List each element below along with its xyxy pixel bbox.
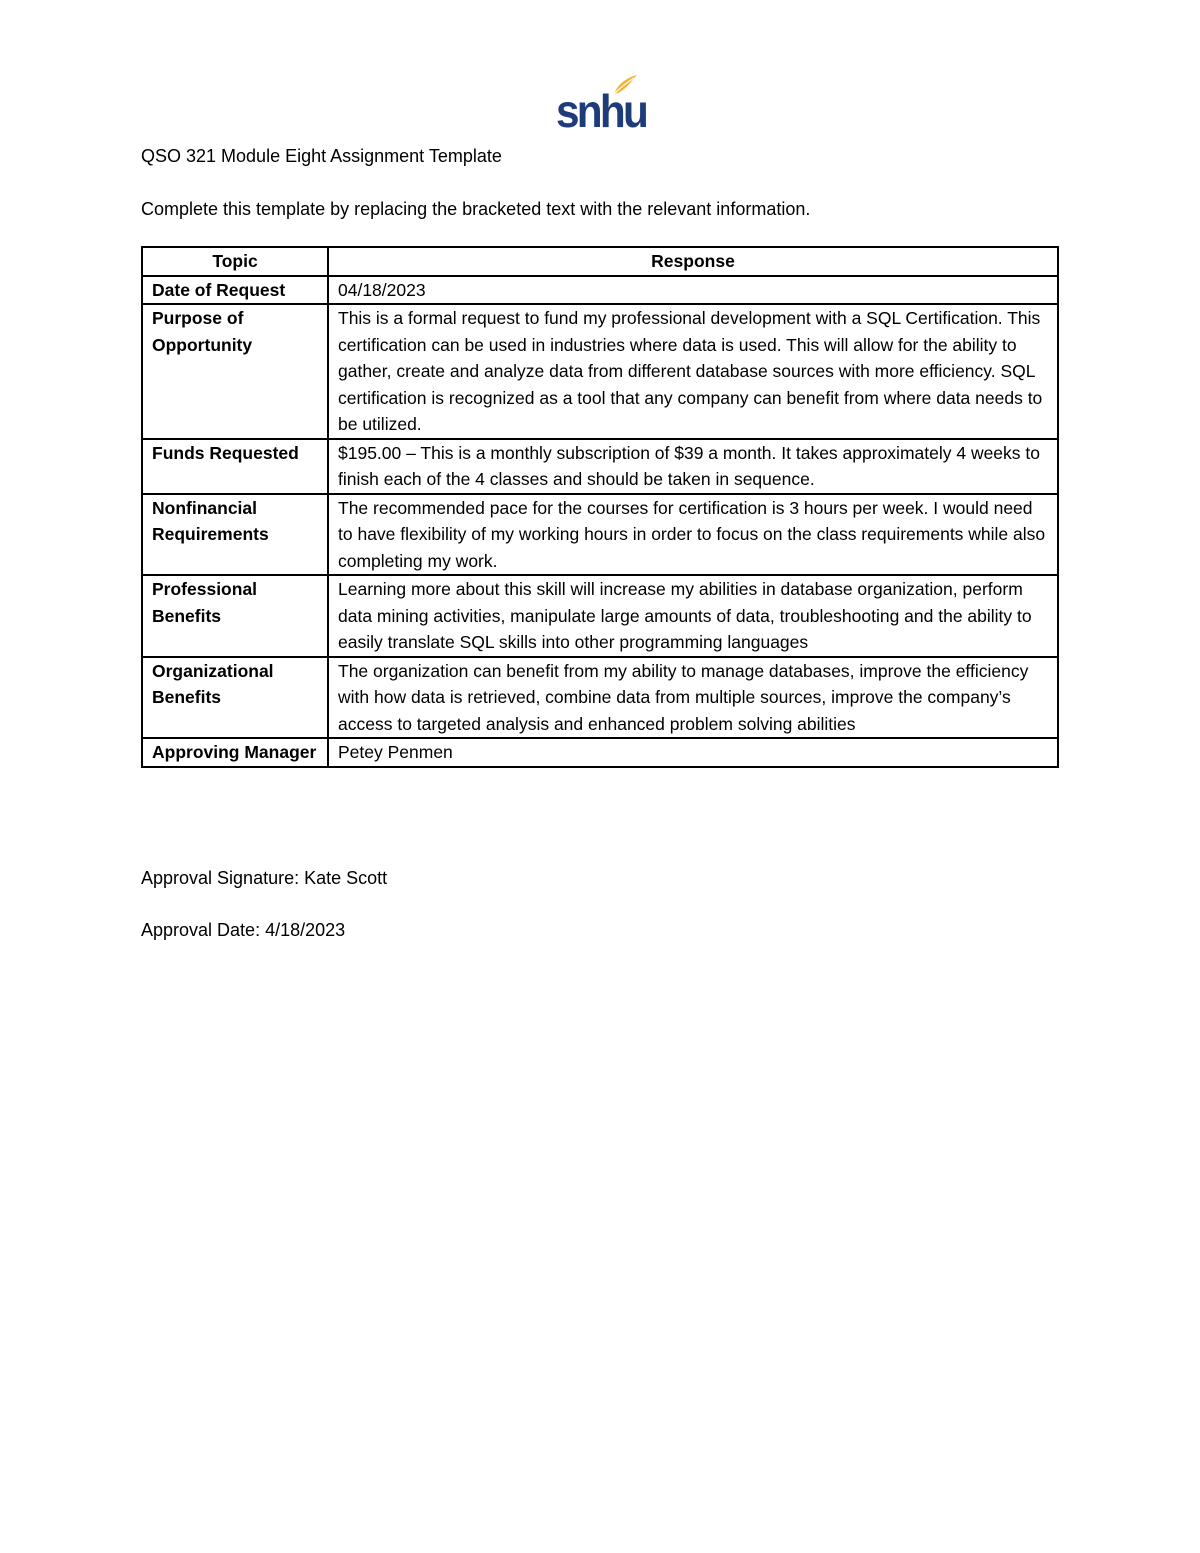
document-title: QSO 321 Module Eight Assignment Template bbox=[141, 146, 502, 166]
assignment-table bbox=[141, 246, 1059, 768]
table-row bbox=[142, 439, 1058, 494]
topic-cell: Funds Requested bbox=[142, 439, 328, 494]
response-cell: Petey Penmen bbox=[328, 738, 1058, 767]
topic-cell: Date of Request bbox=[142, 276, 328, 305]
table-row bbox=[142, 575, 1058, 657]
response-cell: This is a formal request to fund my professional development with a SQL Certification. This certification can be used in industries where data is used. This will allow for the ability to gather, create and analyze data from different database sources with more efficiency. SQL certification is recognized as a tool that any company can benefit from where data needs to be utilized. bbox=[328, 304, 1058, 439]
response-cell: $195.00 – This is a monthly subscription of $39 a month. It takes approximately 4 weeks to finish each of the 4 classes and should be taken in sequence. bbox=[328, 439, 1058, 494]
approval-date: Approval Date: 4/18/2023 bbox=[141, 920, 346, 940]
topic-cell: Approving Manager bbox=[142, 738, 328, 767]
table-row bbox=[142, 276, 1058, 305]
table-row bbox=[142, 304, 1058, 439]
approval-signature: Approval Signature: Kate Scott bbox=[141, 868, 388, 888]
header-response: Response bbox=[328, 247, 1058, 276]
table-header-row bbox=[142, 247, 1058, 276]
topic-cell: Nonfinancial Requirements bbox=[142, 494, 328, 576]
leaf-icon bbox=[612, 74, 638, 96]
table-row bbox=[142, 657, 1058, 739]
response-cell: The organization can benefit from my ability to manage databases, improve the efficiency with how data is retrieved, combine data from multiple sources, improve the company’s access to targeted analysis and enhanced problem solving abilities bbox=[328, 657, 1058, 739]
table-row bbox=[142, 738, 1058, 767]
response-cell: The recommended pace for the courses for certification is 3 hours per week. I would need to have flexibility of my working hours in order to focus on the class requirements while also completing my work. bbox=[328, 494, 1058, 576]
instructions-text: Complete this template by replacing the bracketed text with the relevant information. bbox=[141, 199, 811, 219]
table-row bbox=[142, 494, 1058, 576]
topic-cell: Organizational Benefits bbox=[142, 657, 328, 739]
logo-wordmark: snhu bbox=[556, 85, 647, 137]
topic-cell: Purpose of Opportunity bbox=[142, 304, 328, 439]
snhu-logo bbox=[556, 74, 647, 137]
response-cell: 04/18/2023 bbox=[328, 276, 1058, 305]
response-cell: Learning more about this skill will increase my abilities in database organization, perform data mining activities, manipulate large amounts of data, troubleshooting and the ability to easily translate SQL skills into other programming languages bbox=[328, 575, 1058, 657]
topic-cell: Professional Benefits bbox=[142, 575, 328, 657]
header-topic: Topic bbox=[142, 247, 328, 276]
